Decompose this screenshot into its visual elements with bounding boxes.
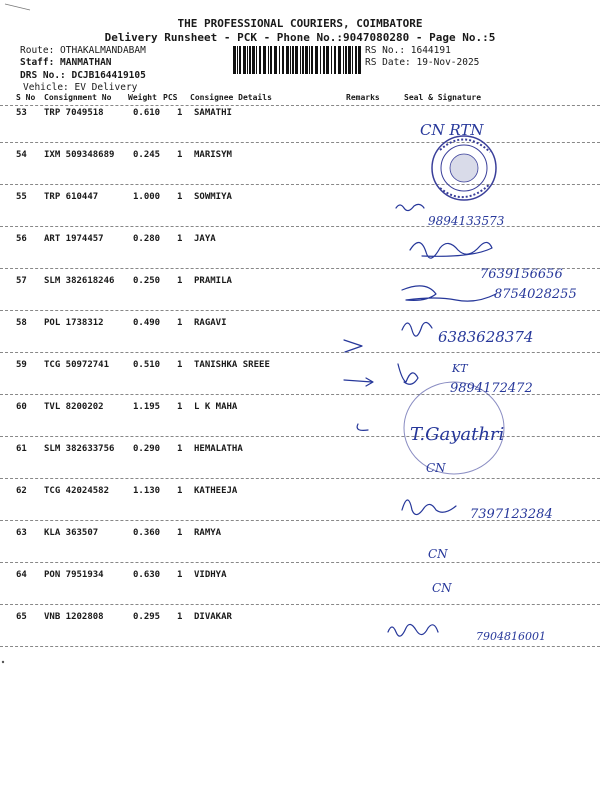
row-sno: 63 bbox=[16, 528, 27, 538]
row-consignment: TRP 7049518 bbox=[44, 108, 104, 118]
row-pcs: 1 bbox=[177, 486, 183, 496]
signature-row-60: T.Gayathri bbox=[410, 424, 505, 445]
col-weight: Weight bbox=[128, 93, 157, 102]
row-sno: 62 bbox=[16, 486, 27, 496]
company-title: THE PROFESSIONAL COURIERS, COIMBATORE bbox=[177, 17, 423, 30]
row-weight: 0.360 bbox=[133, 528, 161, 538]
row-consignment: TCG 50972741 bbox=[44, 360, 110, 370]
row-sno: 54 bbox=[16, 150, 27, 160]
row-pcs: 1 bbox=[177, 444, 183, 454]
runsheet-title: Delivery Runsheet - PCK - Phone No.:9047080280 - Page No.:5 bbox=[104, 31, 496, 44]
row-pcs: 1 bbox=[177, 360, 183, 370]
phone-row-59: 9894172472 bbox=[450, 381, 533, 396]
col-seal: Seal & Signature bbox=[404, 93, 482, 102]
row-sno: 56 bbox=[16, 234, 27, 244]
row-pcs: 1 bbox=[177, 150, 183, 160]
row-consignee: HEMALATHA bbox=[194, 444, 243, 454]
row-weight: 0.490 bbox=[133, 318, 161, 328]
note-cn-61: CN bbox=[426, 461, 446, 475]
row-weight: 1.000 bbox=[133, 192, 161, 202]
row-weight: 0.250 bbox=[133, 276, 161, 286]
row-weight: 1.130 bbox=[133, 486, 161, 496]
row-pcs: 1 bbox=[177, 528, 183, 538]
row-consignee: DIVAKAR bbox=[194, 612, 232, 622]
row-sno: 60 bbox=[16, 402, 27, 412]
note-kt: KT bbox=[452, 362, 468, 375]
row-weight: 0.290 bbox=[133, 444, 161, 454]
scan-dot bbox=[2, 661, 4, 663]
phone-row-62: 7397123284 bbox=[470, 507, 553, 522]
row-sno: 59 bbox=[16, 360, 27, 370]
row-sno: 53 bbox=[16, 108, 27, 118]
row-consignee: L K MAHA bbox=[194, 402, 238, 412]
row-consignee: SAMATHI bbox=[194, 108, 232, 118]
scan-mark bbox=[5, 4, 30, 10]
row-sno: 61 bbox=[16, 444, 27, 454]
vehicle-label: Vehicle: EV Delivery bbox=[23, 82, 138, 93]
row-pcs: 1 bbox=[177, 570, 183, 580]
signature-row-59 bbox=[398, 364, 418, 384]
row-sno: 55 bbox=[16, 192, 27, 202]
row-consignment: KLA 363507 bbox=[44, 528, 99, 538]
row-sno: 57 bbox=[16, 276, 27, 286]
row-consignee: SOWMIYA bbox=[194, 192, 232, 202]
row-consignee: VIDHYA bbox=[194, 570, 227, 580]
seal-stamp bbox=[432, 136, 496, 200]
phone-row-58: 6383628374 bbox=[438, 328, 534, 346]
staff-label: Staff: MANMATHAN bbox=[20, 57, 112, 68]
row-weight: 1.195 bbox=[133, 402, 161, 412]
col-consignment: Consignment No bbox=[44, 93, 112, 102]
row-consignment: SLM 382618246 bbox=[44, 276, 115, 286]
signature-row-65 bbox=[388, 624, 438, 636]
route-label: Route: OTHAKALMANDABAM bbox=[20, 45, 146, 56]
row-consignee: JAYA bbox=[194, 234, 216, 244]
row-pcs: 1 bbox=[177, 108, 183, 118]
row-pcs: 1 bbox=[177, 402, 183, 412]
row-consignment: TVL 8200202 bbox=[44, 402, 104, 412]
arrow-row-58 bbox=[344, 340, 362, 352]
signature-row-55 bbox=[396, 204, 424, 210]
row-sno: 65 bbox=[16, 612, 27, 622]
signature-row-62 bbox=[402, 500, 456, 515]
row-consignee: TANISHKA SREEE bbox=[194, 360, 270, 370]
row-weight: 0.510 bbox=[133, 360, 161, 370]
drs-number: DRS No.: DCJB164419105 bbox=[20, 70, 146, 81]
phone-row-55: 9894133573 bbox=[428, 214, 505, 228]
row-pcs: 1 bbox=[177, 234, 183, 244]
row-pcs: 1 bbox=[177, 612, 183, 622]
row-weight: 0.630 bbox=[133, 570, 161, 580]
arrow-row-59 bbox=[344, 380, 372, 382]
row-consignment: TCG 42024582 bbox=[44, 486, 110, 496]
row-consignment: VNB 1202808 bbox=[44, 612, 104, 622]
signature-row-56 bbox=[410, 242, 492, 258]
phone-row-56: 7639156656 bbox=[480, 267, 563, 282]
row-weight: 0.245 bbox=[133, 150, 161, 160]
row-weight: 0.610 bbox=[133, 108, 161, 118]
row-consignee: MARISYM bbox=[194, 150, 232, 160]
mark-row-60 bbox=[357, 424, 368, 430]
row-consignee: RAGAVI bbox=[194, 318, 227, 328]
row-pcs: 1 bbox=[177, 276, 183, 286]
note-cn-63: CN bbox=[428, 547, 448, 561]
row-sno: 58 bbox=[16, 318, 27, 328]
row-pcs: 1 bbox=[177, 192, 183, 202]
phone-row-65: 7904816001 bbox=[476, 630, 546, 643]
rs-number: RS No.: 1644191 bbox=[365, 45, 451, 56]
rs-date: RS Date: 19-Nov-2025 bbox=[365, 57, 480, 68]
row-weight: 0.295 bbox=[133, 612, 161, 622]
phone-row-57: 8754028255 bbox=[494, 287, 577, 302]
row-consignment: ART 1974457 bbox=[44, 234, 104, 244]
row-consignment: PON 7951934 bbox=[44, 570, 104, 580]
col-consignee: Consignee Details bbox=[190, 93, 272, 102]
signature-row-57 bbox=[402, 286, 496, 301]
row-consignment: TRP 610447 bbox=[44, 192, 99, 202]
row-consignment: IXM 509348689 bbox=[44, 150, 115, 160]
row-consignment: POL 1738312 bbox=[44, 318, 104, 328]
row-pcs: 1 bbox=[177, 318, 183, 328]
signature-row-58 bbox=[402, 322, 432, 336]
row-weight: 0.280 bbox=[133, 234, 161, 244]
note-cn-64: CN bbox=[432, 581, 452, 595]
row-sno: 64 bbox=[16, 570, 27, 580]
note-cn-rtn: CN RTN bbox=[420, 121, 484, 139]
col-remarks: Remarks bbox=[346, 93, 380, 102]
row-consignee: RAMYA bbox=[194, 528, 222, 538]
col-pcs: PCS bbox=[163, 93, 178, 102]
row-consignment: SLM 382633756 bbox=[44, 444, 115, 454]
row-consignee: KATHEEJA bbox=[194, 486, 238, 496]
row-consignee: PRAMILA bbox=[194, 276, 232, 286]
col-sno: S No bbox=[16, 93, 36, 102]
